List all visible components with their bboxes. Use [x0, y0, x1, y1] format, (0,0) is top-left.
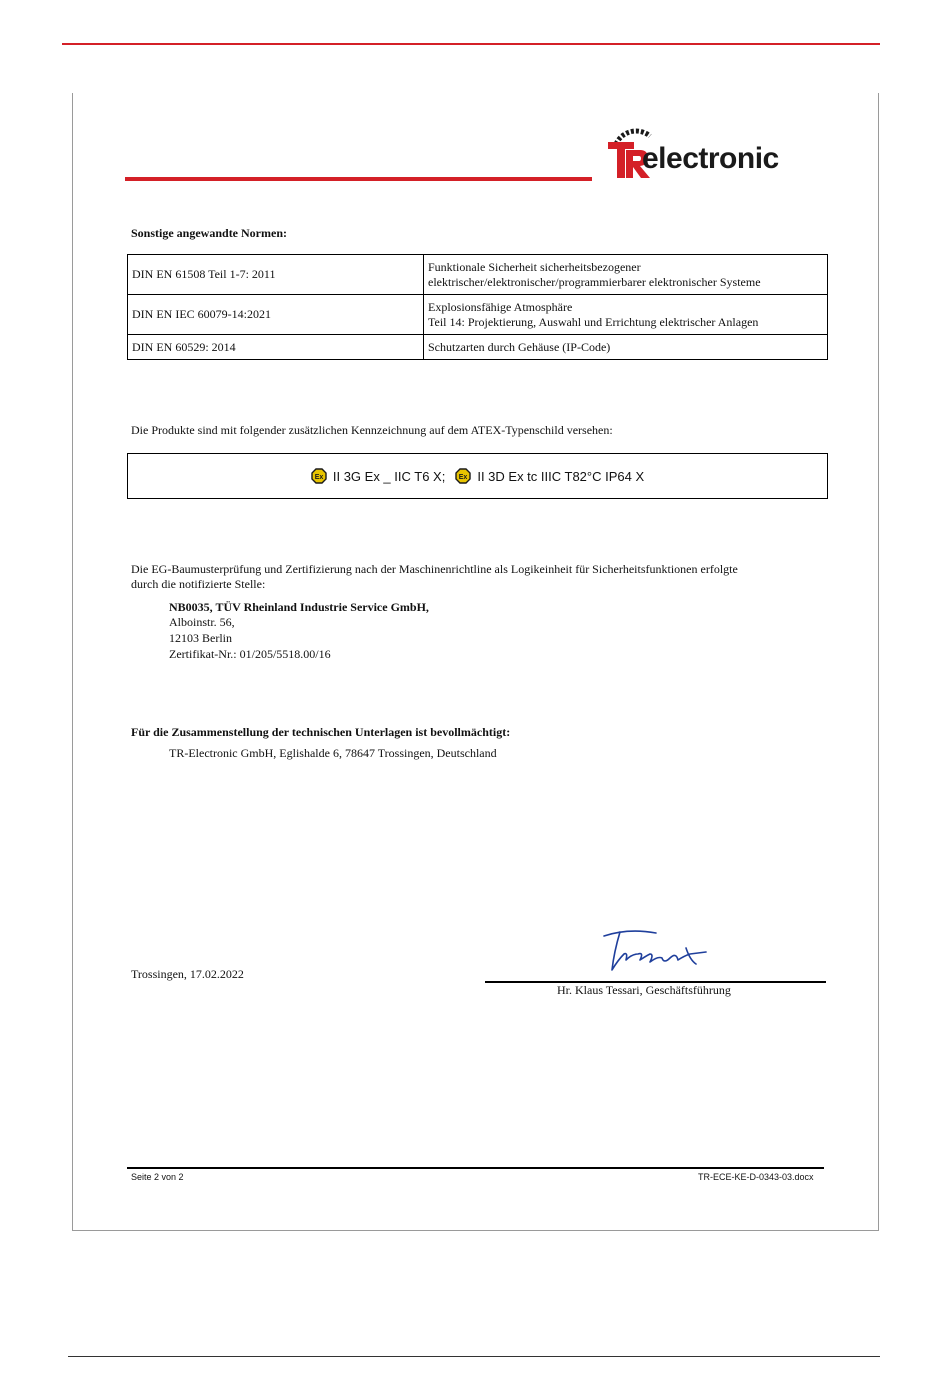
- svg-text:Ex: Ex: [459, 474, 468, 481]
- norms-table: [127, 254, 828, 360]
- norms-heading: Sonstige angewandte Normen:: [131, 226, 287, 240]
- ex-hazard-icon: [455, 468, 471, 484]
- bottom-rule: [68, 1356, 880, 1357]
- description-cell: [424, 255, 828, 295]
- certificate-number: Zertifikat-Nr.: 01/205/5518.00/16: [169, 647, 331, 661]
- tr-electronic-logo: [606, 128, 826, 184]
- logo-wordmark: electronic: [642, 142, 779, 175]
- atex-gas-marking: II 3G Ex _ IIC T6 X;: [332, 468, 446, 484]
- page-number: Seite 2 von 2: [131, 1172, 184, 1182]
- notified-body-city: 12103 Berlin: [169, 631, 232, 645]
- table-row: [128, 295, 828, 335]
- footer-rule: [127, 1167, 824, 1169]
- description-cell: Schutzarten durch Gehäuse (IP-Code): [424, 335, 828, 360]
- ex-hazard-icon: [311, 468, 327, 484]
- description-line: Explosionsfähige Atmosphäre: [428, 299, 573, 314]
- description-line: elektrischer/elektronischer/programmierbarer elektronischer Systeme: [428, 274, 761, 289]
- certification-intro-line1: Die EG-Baumusterprüfung und Zertifizierung nach der Maschinenrichtline als Logikeinheit für Sicherheitsfunktionen erfolgte: [131, 562, 738, 576]
- notified-body-name: NB0035, TÜV Rheinland Industrie Service GmbH,: [169, 600, 429, 614]
- page-frame-bottom: [72, 1230, 879, 1231]
- description-line: Teil 14: Projektierung, Auswahl und Errichtung elektrischer Anlagen: [428, 314, 759, 329]
- signature-image: [598, 924, 716, 976]
- table-row: [128, 335, 828, 360]
- header-red-bar: [125, 177, 592, 181]
- table-row: [128, 255, 828, 295]
- description-line: Funktionale Sicherheit sicherheitsbezogener: [428, 259, 641, 274]
- atex-dust-marking: II 3D Ex tc IIIC T82°C IP64 X: [477, 468, 645, 484]
- authorized-address: TR-Electronic GmbH, Eglishalde 6, 78647 Trossingen, Deutschland: [169, 746, 497, 760]
- signatory: Hr. Klaus Tessari, Geschäftsführung: [557, 983, 731, 997]
- standard-cell: DIN EN 60529: 2014: [128, 335, 424, 360]
- svg-text:Ex: Ex: [314, 474, 324, 481]
- page-frame-left: [72, 93, 73, 1231]
- atex-marking-box: [127, 453, 828, 499]
- page-frame-right: [878, 93, 879, 1231]
- authorized-heading: Für die Zusammenstellung der technischen Unterlagen ist bevollmächtigt:: [131, 725, 511, 739]
- standard-cell: DIN EN IEC 60079-14:2021: [128, 295, 424, 335]
- place-date: Trossingen, 17.02.2022: [131, 967, 244, 981]
- certification-intro-line2: durch die notifizierte Stelle:: [131, 577, 266, 591]
- standard-cell: DIN EN 61508 Teil 1-7: 2011: [128, 255, 424, 295]
- atex-intro: Die Produkte sind mit folgender zusätzlichen Kennzeichnung auf dem ATEX-Typenschild versehen:: [131, 423, 613, 437]
- document-id: TR-ECE-KE-D-0343-03.docx: [698, 1172, 814, 1182]
- top-red-rule: [62, 43, 880, 45]
- description-cell: [424, 295, 828, 335]
- notified-body-street: Alboinstr. 56,: [169, 615, 235, 629]
